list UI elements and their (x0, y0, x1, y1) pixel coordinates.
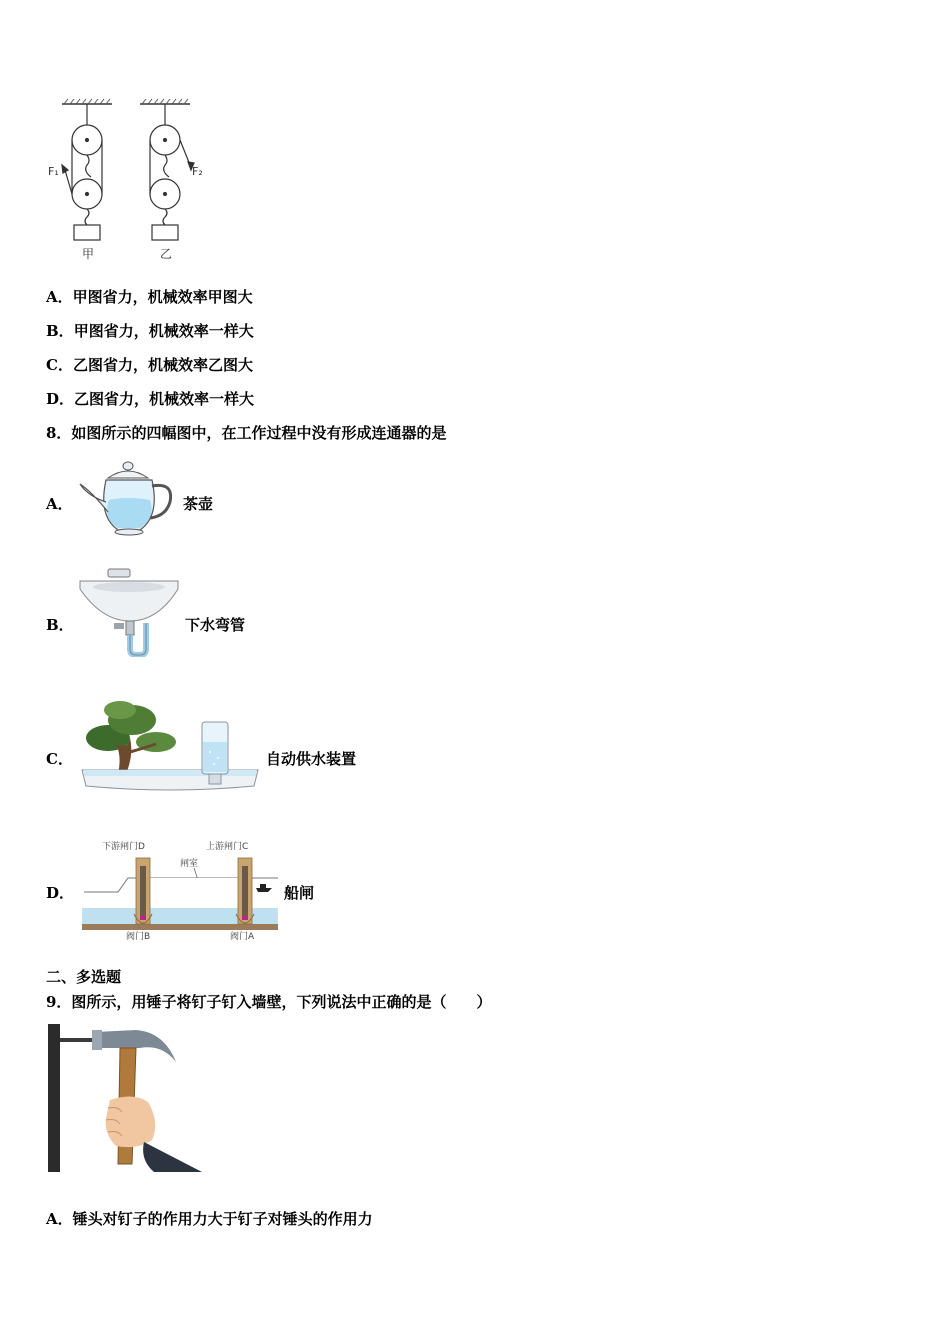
lock-gate-d-label: 下游闸门D (102, 842, 145, 852)
q8-option-a-letter[interactable]: A． (46, 495, 73, 513)
section-heading: 二、多选题 (46, 968, 122, 986)
lock-valve-b-label: 阀门B (126, 932, 151, 942)
q7-option-d[interactable] (46, 388, 254, 409)
option-text: 乙图省力，机械效率一样大 (74, 390, 255, 408)
q9-stem: 9．图所示，用锤子将钉子钉入墙壁，下列说法中正确的是（ ） (46, 993, 492, 1011)
sink-trap-image (78, 565, 182, 657)
ceiling-right (140, 99, 190, 104)
q8-option-d-letter[interactable]: D． (46, 884, 75, 902)
caption-jia: 甲 (82, 247, 95, 261)
option-letter: D． (46, 390, 75, 408)
pulley-system-yi (150, 104, 194, 240)
q8-stem: 8．如图所示的四幅图中，在工作过程中没有形成连通器的是 (46, 424, 447, 442)
option-text: 锤头对钉子的作用力大于钉子对锤头的作用力 (72, 1210, 373, 1228)
q7-option-a[interactable] (46, 286, 253, 307)
q8-option-c-letter[interactable]: C． (46, 750, 73, 768)
pulley-figure (40, 95, 220, 267)
q7-option-b[interactable] (46, 320, 254, 341)
option-letter: A． (46, 288, 73, 306)
option-text: 甲图省力，机械效率甲图大 (72, 288, 253, 306)
ceiling-left (62, 99, 112, 104)
q8-option-b-label: 下水弯管 (185, 616, 246, 634)
lock-gate-c-label: 上游闸门C (206, 842, 249, 852)
q8-option-d-label: 船闸 (284, 884, 315, 902)
auto-water-supply-image (78, 698, 262, 796)
q8-option-b-letter[interactable]: B． (46, 616, 74, 634)
label-f2: F₂ (192, 165, 203, 178)
pulley-system-jia (62, 104, 102, 240)
label-f1: F₁ (48, 165, 59, 178)
lock-valve-a-label: 阀门A (230, 932, 255, 942)
caption-yi: 乙 (160, 247, 173, 261)
lock-chamber-label: 闸室 (180, 859, 199, 869)
option-letter: A． (46, 1210, 73, 1228)
teapot-image (78, 456, 180, 538)
option-text: 甲图省力，机械效率一样大 (73, 322, 254, 340)
option-text: 乙图省力，机械效率乙图大 (72, 356, 253, 374)
q8-option-a-label: 茶壶 (183, 495, 214, 513)
q9-option-a[interactable] (46, 1208, 373, 1229)
ship-lock-image (82, 836, 278, 944)
hammer-nail-image (44, 1022, 206, 1174)
q7-option-c[interactable] (46, 354, 253, 375)
option-letter: B． (46, 322, 74, 340)
q8-option-c-label: 自动供水装置 (266, 750, 357, 768)
option-letter: C． (46, 356, 73, 374)
